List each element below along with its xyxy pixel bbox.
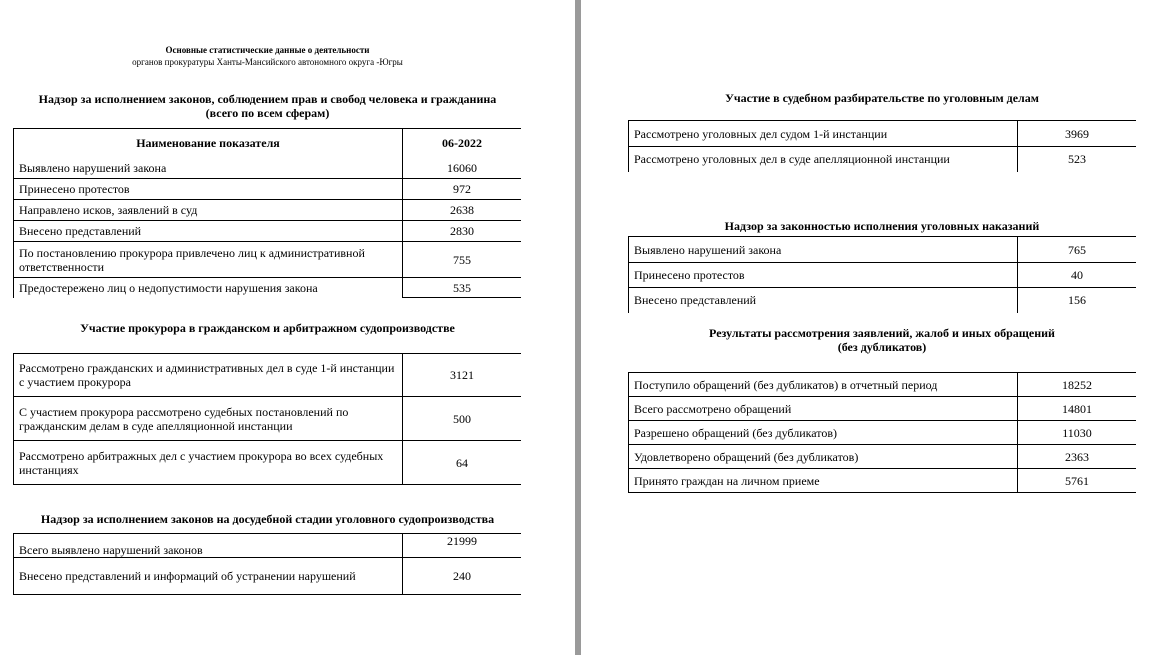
row-label: Рассмотрено арбитражных дел с участием прокурора во всех судебных инстанциях <box>14 441 403 485</box>
table-row <box>629 263 1137 288</box>
table-row <box>629 237 1137 263</box>
table-row <box>14 278 522 298</box>
row-label: Внесено представлений <box>14 221 403 242</box>
appeals-title-line2: (без дубликатов) <box>837 340 927 354</box>
criminal-trials-table <box>628 120 1136 172</box>
document-title: Основные статистические данные о деятельности <box>165 45 370 55</box>
row-value: 11030 <box>1018 421 1137 445</box>
row-value: 535 <box>403 278 522 298</box>
row-label: Принято граждан на личном приеме <box>629 469 1018 493</box>
row-label: Внесено представлений и информаций об устранении нарушений <box>14 558 403 595</box>
appeals-title-line1: Результаты рассмотрения заявлений, жалоб и иных обращений <box>709 326 1055 340</box>
table-row <box>14 441 522 485</box>
table-row <box>14 159 522 179</box>
table-row <box>629 373 1137 397</box>
supervision-title-line2: (всего по всем сферам) <box>205 106 330 120</box>
row-value: 64 <box>403 441 522 485</box>
column-header-period: 06-2022 <box>403 129 522 159</box>
row-label: Разрешено обращений (без дубликатов) <box>629 421 1018 445</box>
appeals-table <box>628 372 1136 493</box>
row-value: 14801 <box>1018 397 1137 421</box>
table-row <box>629 421 1137 445</box>
row-value: 156 <box>1018 288 1137 313</box>
table-row <box>14 221 522 242</box>
row-value: 2363 <box>1018 445 1137 469</box>
criminal-trials-section-title: Участие в судебном разбирательстве по уголовным делам <box>725 91 1039 105</box>
row-value: 16060 <box>403 159 522 179</box>
row-label: Удовлетворено обращений (без дубликатов) <box>629 445 1018 469</box>
row-value: 765 <box>1018 237 1137 263</box>
row-label: Рассмотрено гражданских и административных дел в суде 1-й инстанции с участием прокурора <box>14 354 403 397</box>
table-row <box>629 288 1137 313</box>
row-label: С участием прокурора рассмотрено судебных постановлений по гражданским делам в суде апелляционной инстанции <box>14 397 403 441</box>
row-label: Выявлено нарушений закона <box>14 159 403 179</box>
table-row <box>629 469 1137 493</box>
row-label: Поступило обращений (без дубликатов) в отчетный период <box>629 373 1018 397</box>
row-value: 3969 <box>1018 121 1137 147</box>
row-value: 21999 <box>403 534 522 558</box>
pretrial-table <box>13 533 521 595</box>
row-label: По постановлению прокурора привлечено лиц к административной ответственности <box>14 242 403 278</box>
civil-table <box>13 353 521 485</box>
pretrial-section-title: Надзор за исполнением законов на досудебной стадии уголовного судопроизводства <box>40 512 495 526</box>
table-row <box>14 242 522 278</box>
row-label: Направлено исков, заявлений в суд <box>14 200 403 221</box>
table-row <box>14 179 522 200</box>
row-label: Принесено протестов <box>629 263 1018 288</box>
table-row <box>629 445 1137 469</box>
row-value: 40 <box>1018 263 1137 288</box>
table-row <box>14 558 522 595</box>
row-label: Рассмотрено уголовных дел в суде апелляционной инстанции <box>629 147 1018 172</box>
row-value: 5761 <box>1018 469 1137 493</box>
document-page-right <box>581 0 1150 655</box>
table-row <box>629 121 1137 147</box>
row-label: Принесено протестов <box>14 179 403 200</box>
row-value: 2830 <box>403 221 522 242</box>
row-value: 500 <box>403 397 522 441</box>
document-subtitle: органов прокуратуры Ханты-Мансийского автономного округа -Югры <box>132 57 403 67</box>
table-row <box>629 147 1137 172</box>
row-value: 240 <box>403 558 522 595</box>
row-label: Предостережено лиц о недопустимости нарушения закона <box>14 278 403 298</box>
row-value: 972 <box>403 179 522 200</box>
appeals-section-title <box>628 326 1136 354</box>
column-header-name: Наименование показателя <box>14 129 403 159</box>
table-row <box>14 354 522 397</box>
punishments-table <box>628 236 1136 313</box>
row-label: Всего рассмотрено обращений <box>629 397 1018 421</box>
row-value: 3121 <box>403 354 522 397</box>
row-label: Рассмотрено уголовных дел судом 1-й инстанции <box>629 121 1018 147</box>
table-header-row <box>14 129 522 159</box>
row-value: 18252 <box>1018 373 1137 397</box>
row-value: 2638 <box>403 200 522 221</box>
punishments-section-title: Надзор за законностью исполнения уголовных наказаний <box>724 219 1040 233</box>
row-value: 523 <box>1018 147 1137 172</box>
row-label: Внесено представлений <box>629 288 1018 313</box>
row-label: Всего выявлено нарушений законов <box>14 534 403 558</box>
table-row <box>629 397 1137 421</box>
supervision-table <box>13 128 521 298</box>
row-label: Выявлено нарушений закона <box>629 237 1018 263</box>
table-row <box>14 200 522 221</box>
supervision-section-title <box>14 92 521 120</box>
table-row <box>14 397 522 441</box>
civil-section-title: Участие прокурора в гражданском и арбитражном судопроизводстве <box>80 321 455 335</box>
supervision-title-line1: Надзор за исполнением законов, соблюдением прав и свобод человека и гражданина <box>38 92 497 106</box>
row-value: 755 <box>403 242 522 278</box>
table-row <box>14 534 522 558</box>
